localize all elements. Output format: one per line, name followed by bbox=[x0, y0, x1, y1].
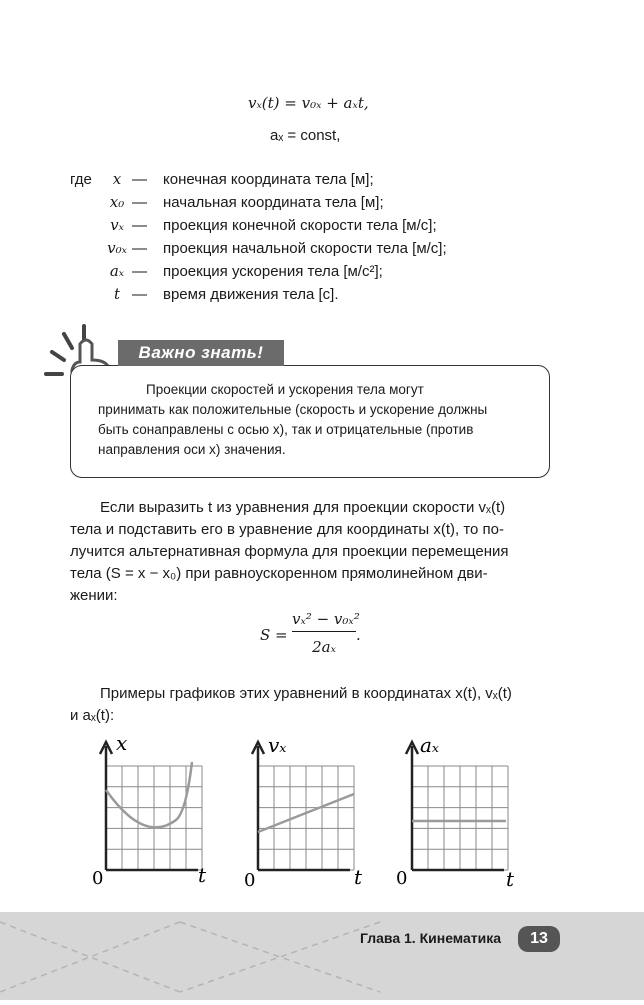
glossary-dash: — bbox=[132, 286, 147, 303]
glossary-dash: — bbox=[132, 263, 147, 280]
note-line: направления оси x) значения. bbox=[98, 442, 286, 457]
graph-x-of-t bbox=[80, 732, 220, 892]
glossary-symbol: vₓ bbox=[110, 216, 124, 234]
grid bbox=[106, 766, 202, 870]
glossary-symbol: x bbox=[112, 170, 122, 188]
page-number-badge: 13 bbox=[518, 926, 560, 952]
glossary-symbol: t bbox=[113, 285, 121, 303]
grid bbox=[258, 766, 354, 870]
formula-trail: . bbox=[356, 626, 361, 644]
y-axis-label: aₓ bbox=[420, 733, 440, 757]
paragraph-line: тела и подставить его в уравнение для координаты x(t), то по- bbox=[70, 521, 505, 538]
chapter-title: Глава 1. Кинематика bbox=[360, 930, 502, 946]
origin-label: 0 bbox=[244, 870, 256, 891]
x-axis-label: t bbox=[354, 865, 363, 889]
glossary-description: начальная координата тела [м]; bbox=[163, 194, 384, 211]
paragraph-line: Примеры графиков этих уравнений в координатах x(t), vₓ(t) bbox=[100, 685, 512, 702]
glossary-description: конечная координата тела [м]; bbox=[163, 171, 374, 188]
glossary-dash: — bbox=[132, 171, 147, 188]
velocity-formula: vₓ(t) = v₀ₓ + aₓt, bbox=[248, 94, 369, 112]
acceleration-formula: aₓ = const, bbox=[270, 127, 341, 144]
x-axis-label: t bbox=[506, 867, 515, 891]
parabola-curve bbox=[106, 762, 192, 827]
x-axis-label: t bbox=[198, 863, 207, 887]
paragraph-derivation bbox=[70, 497, 548, 607]
glossary-intro: где bbox=[70, 171, 92, 188]
glossary-symbol: aₓ bbox=[109, 262, 125, 280]
graph-a-of-t bbox=[386, 732, 531, 892]
paragraph-graphs-intro bbox=[70, 683, 548, 727]
origin-label: 0 bbox=[396, 868, 408, 889]
important-note-tag: Важно знать! bbox=[118, 340, 284, 366]
note-line: быть сонаправлены с осью x), так и отрицательные (против bbox=[98, 422, 474, 437]
glossary-symbol: v₀ₓ bbox=[107, 239, 127, 257]
paragraph-line: лучится альтернативная формула для проекции перемещения bbox=[70, 543, 509, 560]
formula-denominator: 2aₓ bbox=[312, 638, 336, 656]
graph-v-of-t bbox=[232, 732, 377, 892]
formula-lhs: S = bbox=[260, 626, 288, 644]
y-axis-label: vₓ bbox=[268, 733, 287, 757]
paragraph-line: Если выразить t из уравнения для проекции скорости vₓ(t) bbox=[100, 499, 506, 516]
y-axis-label: x bbox=[116, 732, 128, 755]
grid bbox=[412, 766, 508, 870]
paragraph-line: жении: bbox=[70, 587, 118, 604]
glossary-description: проекция ускорения тела [м/с²]; bbox=[163, 263, 383, 280]
glossary-description: проекция начальной скорости тела [м/с]; bbox=[163, 240, 447, 257]
glossary-dash: — bbox=[132, 240, 147, 257]
note-line: Проекции скоростей и ускорения тела могут bbox=[146, 382, 424, 397]
glossary-dash: — bbox=[132, 217, 147, 234]
paragraph-line: тела (S = x − x₀) при равноускоренном прямолинейном дви- bbox=[70, 565, 488, 582]
glossary-dash: — bbox=[132, 194, 147, 211]
formula-numerator: vₓ² − v₀ₓ² bbox=[292, 610, 356, 632]
note-line: принимать как положительные (скорость и ускорение должны bbox=[98, 402, 488, 417]
paragraph-line: и aₓ(t): bbox=[70, 707, 115, 724]
important-note-text bbox=[98, 380, 522, 460]
glossary-symbol: x₀ bbox=[109, 193, 125, 211]
origin-label: 0 bbox=[92, 868, 104, 889]
glossary-description: время движения тела [с]. bbox=[163, 286, 339, 303]
glossary-description: проекция конечной скорости тела [м/с]; bbox=[163, 217, 437, 234]
